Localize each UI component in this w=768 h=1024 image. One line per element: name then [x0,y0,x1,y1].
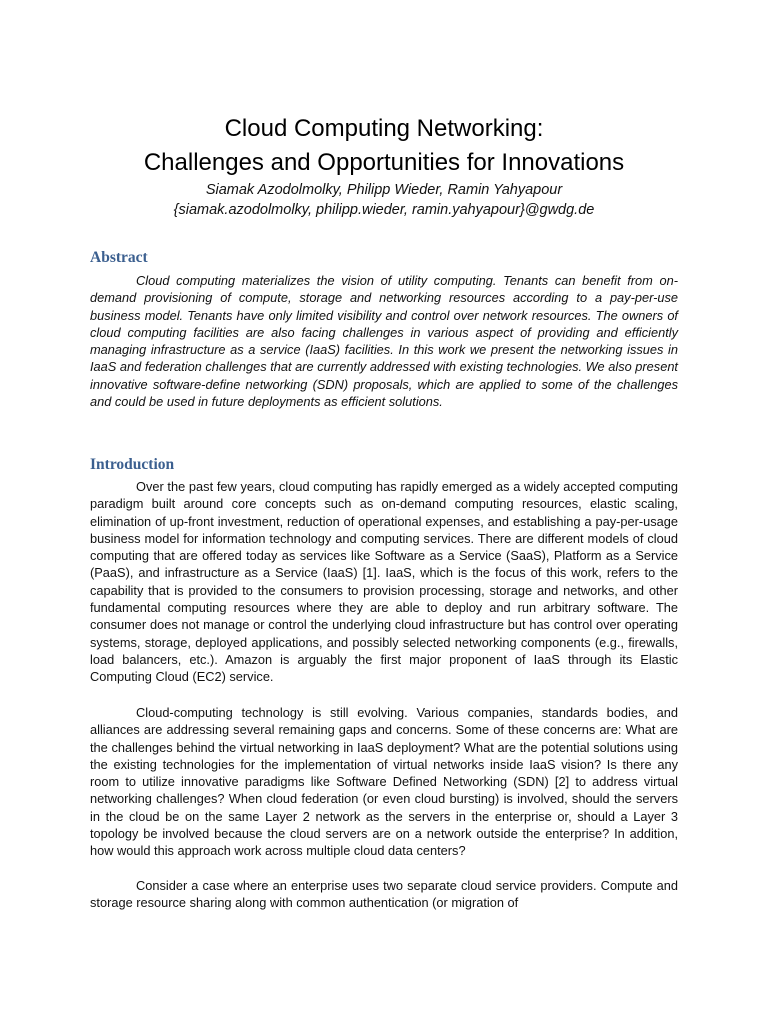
introduction-heading: Introduction [90,456,175,473]
author-emails: {siamak.azodolmolky, philipp.wieder, ramin.yahyapour}@gwdg.de [173,202,595,218]
paper-title-line-1: Cloud Computing Networking: [224,115,544,142]
author-list: Siamak Azodolmolky, Philipp Wieder, Ramin Yahyapour [205,182,563,198]
introduction-paragraph-3: Consider a case where an enterprise uses two separate cloud service providers. Compute and storage resource sharing along with common authentication (or migration of [90,878,678,911]
introduction-paragraph-1: Over the past few years, cloud computing has rapidly emerged as a widely accepted computing paradigm built around core concepts such as on-demand computing resources, elastic scaling, elimination of up-front investment, reduction of operational expenses, and establishing a pay-per-usage business model for information technology and computing services. There are different models of cloud computing that are offered today as services like Software as a Service (SaaS), Platform as a Service (PaaS), and infrastructure as a Service (IaaS) [1]. IaaS, which is the focus of this work, refers to the capability that is provided to the consumers to provision processing, storage and networks, and other fundamental computing resources where they are able to deploy and run arbitrary software. The consumer does not manage or control the underlying cloud infrastructure but has control over operating systems, storage, deployed applications, and possibly selected networking components (e.g., firewalls, load balancers, etc.). Amazon is arguably the first major proponent of IaaS through its Elastic Computing Cloud (EC2) service. [90,479,678,685]
paper-title-line-2: Challenges and Opportunities for Innovations [143,149,625,176]
abstract-text: Cloud computing materializes the vision of utility computing. Tenants can benefit from on-demand provisioning of compute, storage and networking resources according to a pay-per-use business model. Tenants have only limited visibility and control over network resources. The owners of cloud computing facilities are also facing challenges in various aspect of providing and efficiently managing infrastructure as a service (IaaS) facilities. In this work we present the networking issues in IaaS and federation challenges that are currently addressed with existing technologies. We also present innovative software-define networking (SDN) proposals, which are applied to some of the challenges and could be used in future deployments as efficient solutions. [90,273,678,410]
abstract-heading: Abstract [90,249,148,266]
introduction-paragraph-2: Cloud-computing technology is still evolving. Various companies, standards bodies, and alliances are addressing several remaining gaps and concerns. Some of these concerns are: What are the challenges behind the virtual networking in IaaS deployment? What are the potential solutions using the existing technologies for the implementation of virtual networks inside IaaS vision? Is there any room to utilize innovative paradigms like Software Defined Networking (SDN) [2] to address virtual networking challenges? When cloud federation (or even cloud bursting) is involved, should the servers in the cloud be on the same Layer 2 network as the servers in the enterprise or, should a Layer 3 topology be involved because the cloud servers are on a network outside the enterprise? In addition, how would this approach work across multiple cloud data centers? [90,705,678,859]
